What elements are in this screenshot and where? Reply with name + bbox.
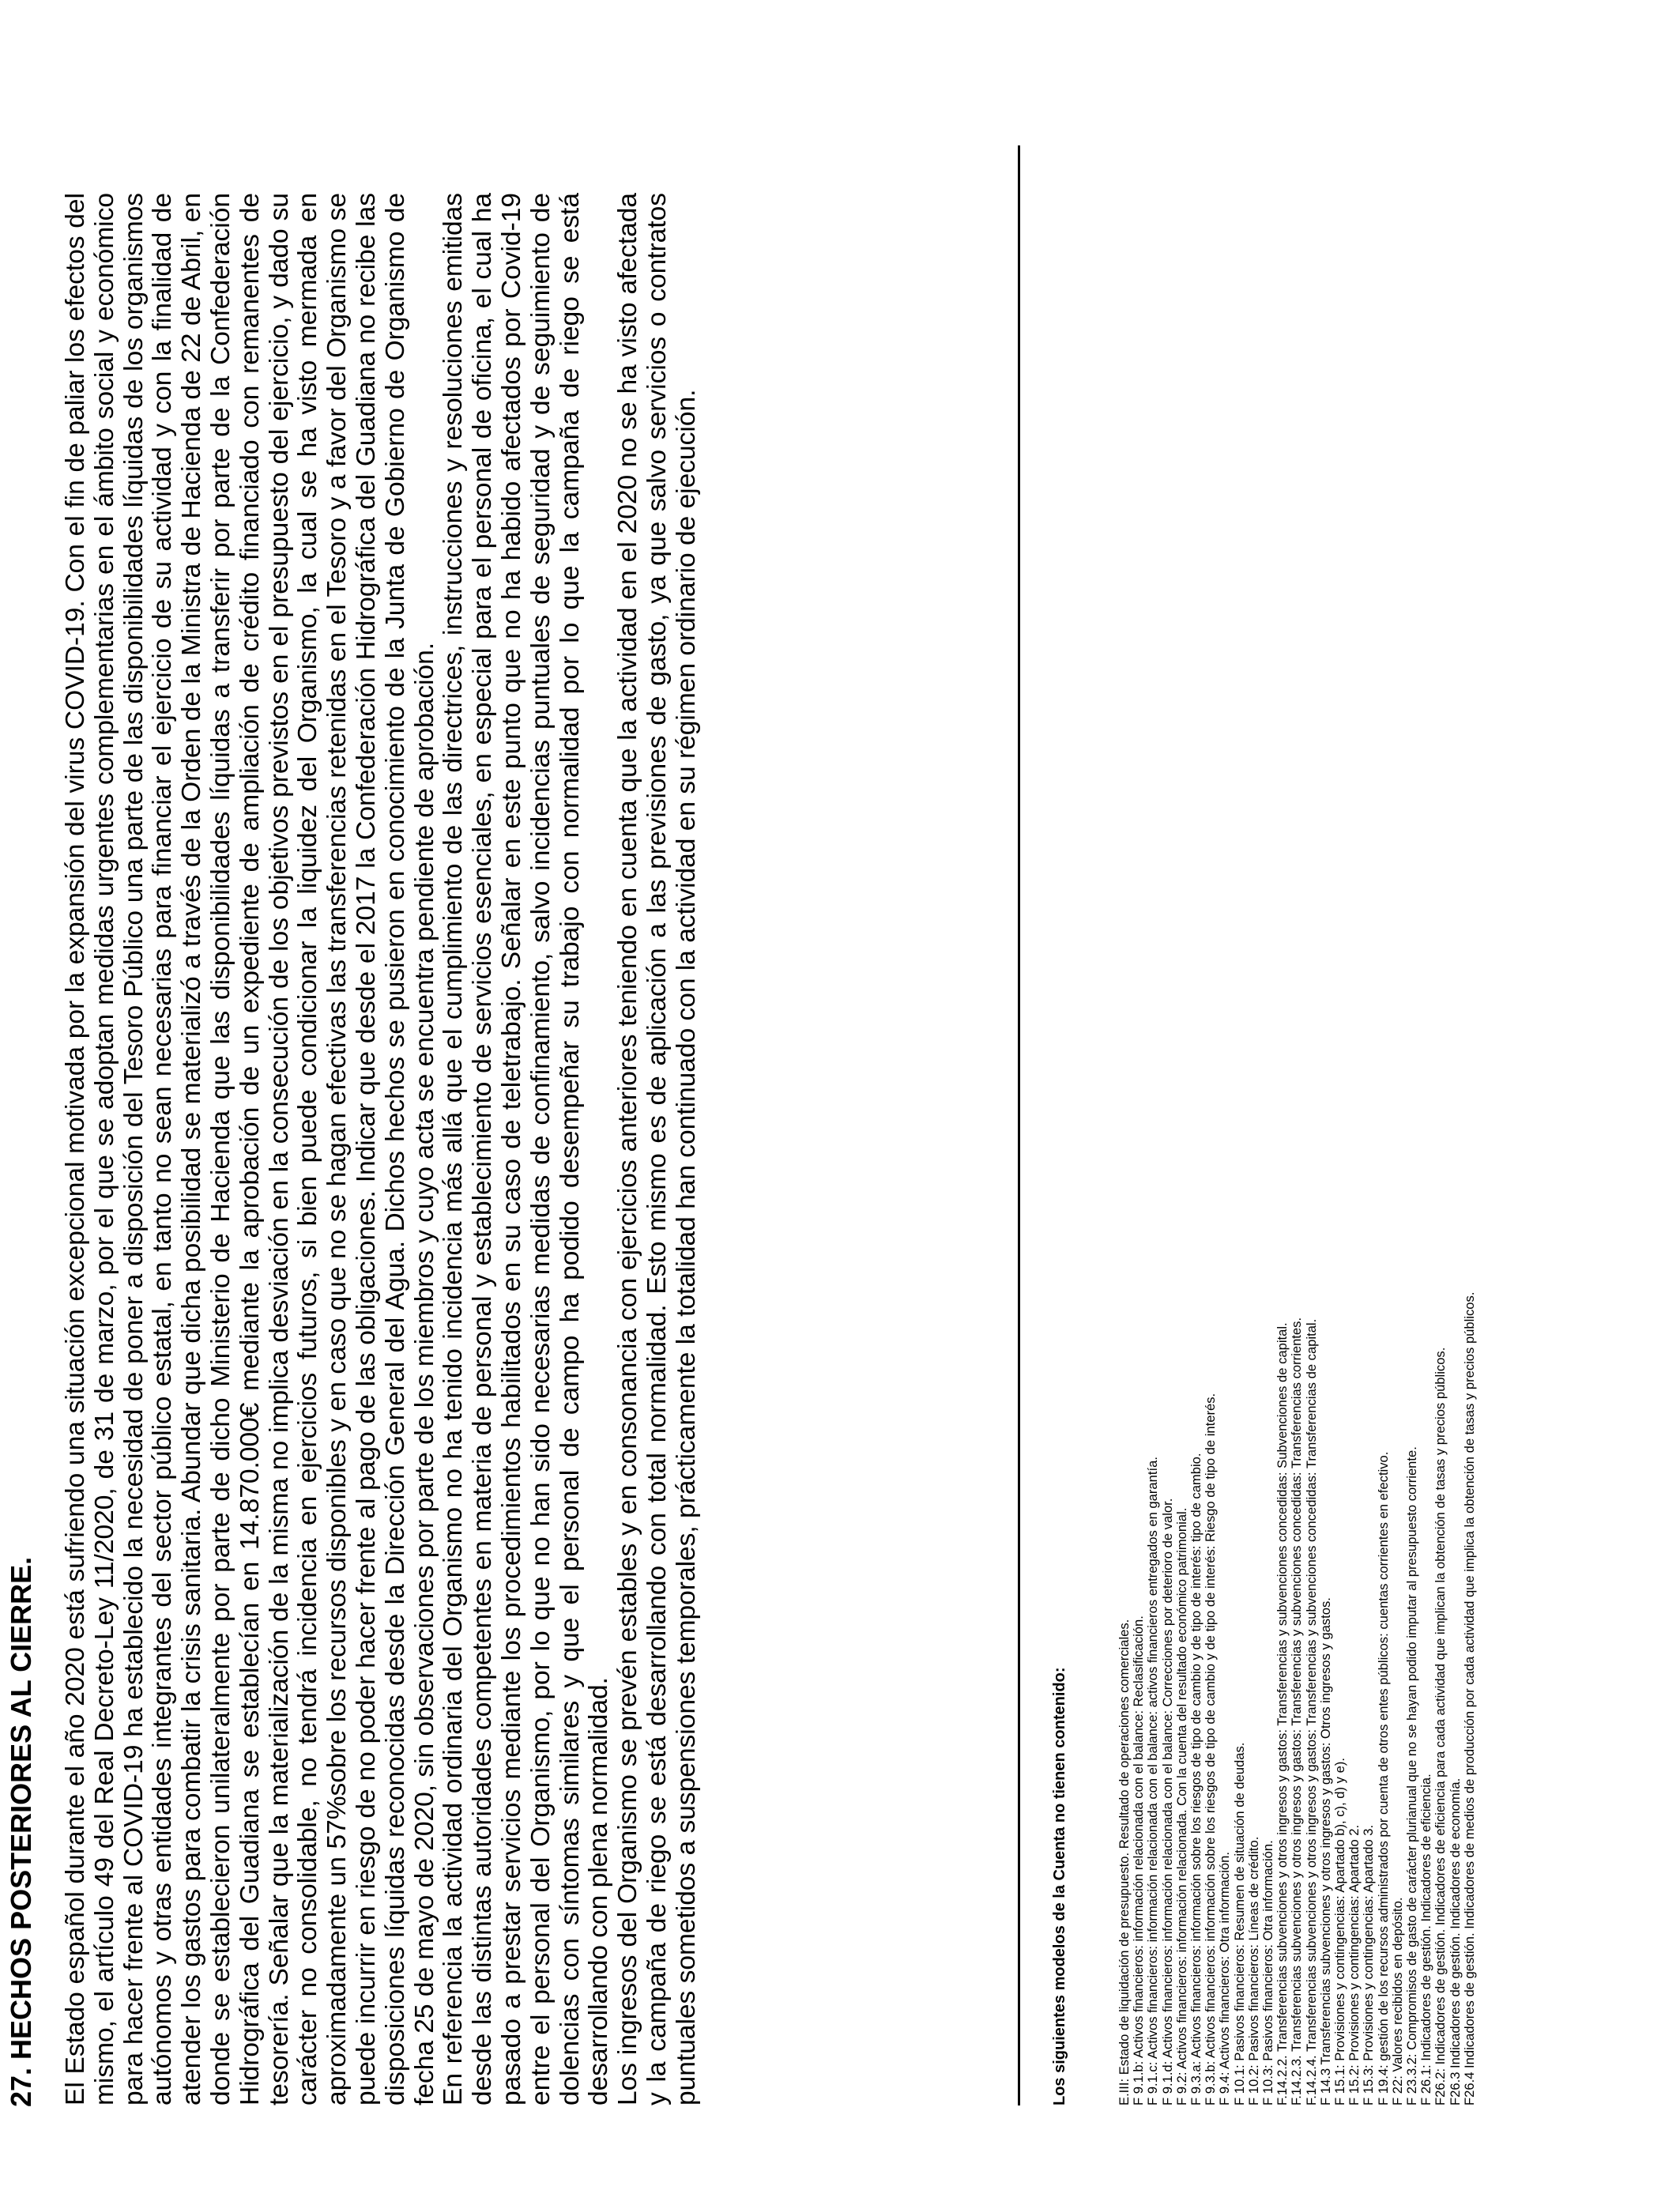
list-item: F 14.3 Transferencias subvenciones y otros ingresos y gastos: Otros ingresos y gastos. bbox=[1317, 1597, 1333, 2105]
list-item: F 9.4: Activos financieros: Otra información. bbox=[1217, 1852, 1233, 2105]
list-item: F.14.2.2. Transferencias subvenciones y otros ingresos y gastos: Transferencias y subvenciones concedidas: Subvenciones de capital. bbox=[1275, 1322, 1290, 2105]
list-item: F 15.2: Provisiones y contingencias: Apartado 2. bbox=[1347, 1824, 1362, 2105]
list-item: F26.2: Indicadores de gestión. Indicadores de eficiencia para cada actividad que implican la obtención de tasas y precios públicos. bbox=[1433, 1347, 1448, 2105]
list-item: F 10.1: Pasivos financieros: Resumen de situación de deudas. bbox=[1231, 1742, 1247, 2105]
list-item: F 22: Valores recibidos en depósito. bbox=[1389, 1897, 1405, 2105]
list-item: F 26.1: Indicadores de gestión. Indicadores de eficiencia. bbox=[1418, 1774, 1434, 2105]
list-item: F26.4 Indicadores de gestión. Indicadores de medios de producción por cada actividad que implica la obtención de tasas y precios públicos. bbox=[1461, 1291, 1477, 2105]
list-item: F 15.3: Provisiones y contingencias: Apartado 3. bbox=[1361, 1824, 1377, 2105]
list-item: F.14.2.4. Transferencias subvenciones y otros ingresos y gastos: Transferencias y subvenciones concedidas: Transferencias de capital. bbox=[1303, 1318, 1319, 2105]
paragraph-revenue: Los ingresos del Organismo se prevén estables y en consonancia con ejercicios anteriores teniendo en cuenta que la actividad en el 2020 no se ha visto afectada y la campaña de riego se está desarrollando con total normalidad. Esto mismo es de aplicación a las previsiones de gasto, ya que salvo servicios o contratos puntuales sometidos a suspensiones temporales, prácticamente la totalidad han continuado con la actividad en su régimen ordinario de ejecución. bbox=[613, 193, 701, 2105]
paragraph-covid: El Estado español durante el año 2020 está sufriendo una situación excepcional motivada por la expansión del virus COVID-19. Con el fin de paliar los efectos del mismo, el artículo 49 del Real Decreto-Ley 11/2020, de 31 de marzo, por el que se adoptan medidas urgentes complementarias en el ámbito social y económico para hacer frente al COVID-19 ha establecido la necesidad de poner a disposición del Tesoro Público una parte de las disponibilidades líquidas de los organismos autónomos y otras entidades integrantes del sector público estatal, en tanto no sean necesarias para financiar el ejercicio de su actividad y con la finalidad de atender los gastos para combatir la crisis sanitaria. Abundar que dicha posibilidad se materializó a través de la Orden de la Ministra de Hacienda de 22 de Abril, en donde se establecieron unilateralmente por parte de dicho Ministerio de Hacienda que las disponibilidades líquidas a transferir por parte de la Confederación Hidrográfica del Guadiana se establecían en 14.870.000€ mediante la aprobación de un expediente de ampliación de crédito financiado con remanentes de tesorería. Señalar que la materialización de la misma no implica desviación en la consecución de los objetivos previstos en el presupuesto del ejercicio, y dado su carácter no consolidable, no tendrá incidencia en ejercicios futuros, si bien puede condicionar la liquidez del Organismo, la cual se ha visto mermada en aproximadamente un 57%sobre los recursos disponibles y en caso que no se hagan efectivas las transferencias retenidas en el Tesoro y a favor del Organismo se puede incurrir en riesgo de no poder hacer frente al pago de las obligaciones. Indicar que desde el 2017 la Confederación Hidrográfica del Guadiana no recibe las disposiciones líquidas reconocidas desde la Dirección General del Agua. Dichos hechos se pusieron en conocimiento de la Junta de Gobierno de Organismo de fecha 25 de mayo de 2020, sin observaciones por parte de los miembros y cuyo acta se encuentra pendiente de aprobación. bbox=[61, 193, 439, 2105]
list-item: F.14.2.3. Transferencias subvenciones y otros ingresos y gastos: Transferencias y subvenciones concedidas: Transferencias corrientes. bbox=[1289, 1317, 1305, 2105]
list-item: F 9.1.d: Activos financieros: información relacionada con el balance: Correcciones por deterioro de valor. bbox=[1159, 1498, 1175, 2105]
list-item: F 9.3.a: Activos financieros: información sobre los riesgos de tipo de cambio y de tipo de interés: tipo de cambio. bbox=[1188, 1453, 1204, 2105]
paragraph-activity: En referencia la actividad ordinaria del Organismo no ha tenido incidencia más allá que el cumplimiento de las directrices, instrucciones y resoluciones emitidas desde las distintas autoridades competentes en materia de personal y establecimiento de servicios esenciales, en especial para el personal de oficina, el cual ha pasado a prestar servicios mediante los procedimientos habilitados en su caso de teletrabajo. Señalar en este punto que no ha habido afectados por Covid-19 entre el personal del Organismo, por lo que no han sido necesarias medidas de confinamiento, salvo incidencias puntuales de seguridad y de seguimiento de dolencias con síntomas similares y que el personal de campo ha podido desempeñar su trabajo con normalidad por lo que la campaña de riego se está desarrollando con plena normalidad. bbox=[439, 193, 614, 2105]
list-item: F 9.1.c: Activos financieros: información relacionada con el balance: activos financieros entregados en garantía. bbox=[1145, 1457, 1161, 2105]
section-title: 27. HECHOS POSTERIORES AL CIERRE. bbox=[5, 1556, 37, 2107]
list-item: F 19.4: gestión de los recursos administrados por cuenta de otros entes públicos: cuentas corrientes en efectivo. bbox=[1375, 1451, 1391, 2105]
models-list bbox=[1117, 1292, 1477, 2105]
list-item: F 9.2: Activos financieros: información relacionada. Con la cuenta del resultado económico patrimonial. bbox=[1173, 1507, 1189, 2105]
list-item: F26.3 Indicadores de gestión. Indicadores de economía. bbox=[1447, 1777, 1463, 2105]
list-item: E.III: Estado de liquidación de presupuesto. Resultado de operaciones comerciales. bbox=[1117, 1619, 1132, 2105]
list-item: F 10.2: Pasivos financieros: Líneas de crédito. bbox=[1245, 1836, 1261, 2105]
list-item: F 15.1: Provisiones y contingencias: Apartado b), c), d) y e). bbox=[1332, 1758, 1348, 2105]
list-item: F 10.3: Pasivos financieros: Otra información. bbox=[1260, 1840, 1276, 2105]
list-item: F 9.3.b: Activos financieros: información sobre los riesgos de tipo de cambio y de tipo de interés: Riesgo de tipo de interés. bbox=[1203, 1393, 1219, 2105]
divider-line bbox=[1018, 145, 1020, 2105]
list-item: F 9.1.b: Activos financieros: información relacionada con el balance: Reclasificación. bbox=[1131, 1615, 1147, 2105]
section-body bbox=[62, 193, 702, 2105]
models-heading: Los siguientes modelos de la Cuenta no tienen contenido: bbox=[1051, 1667, 1068, 2105]
list-item: F 23.3.2: Compromisos de gasto de carácter plurianual que no se hayan podido imputar al presupuesto corriente. bbox=[1404, 1446, 1420, 2105]
